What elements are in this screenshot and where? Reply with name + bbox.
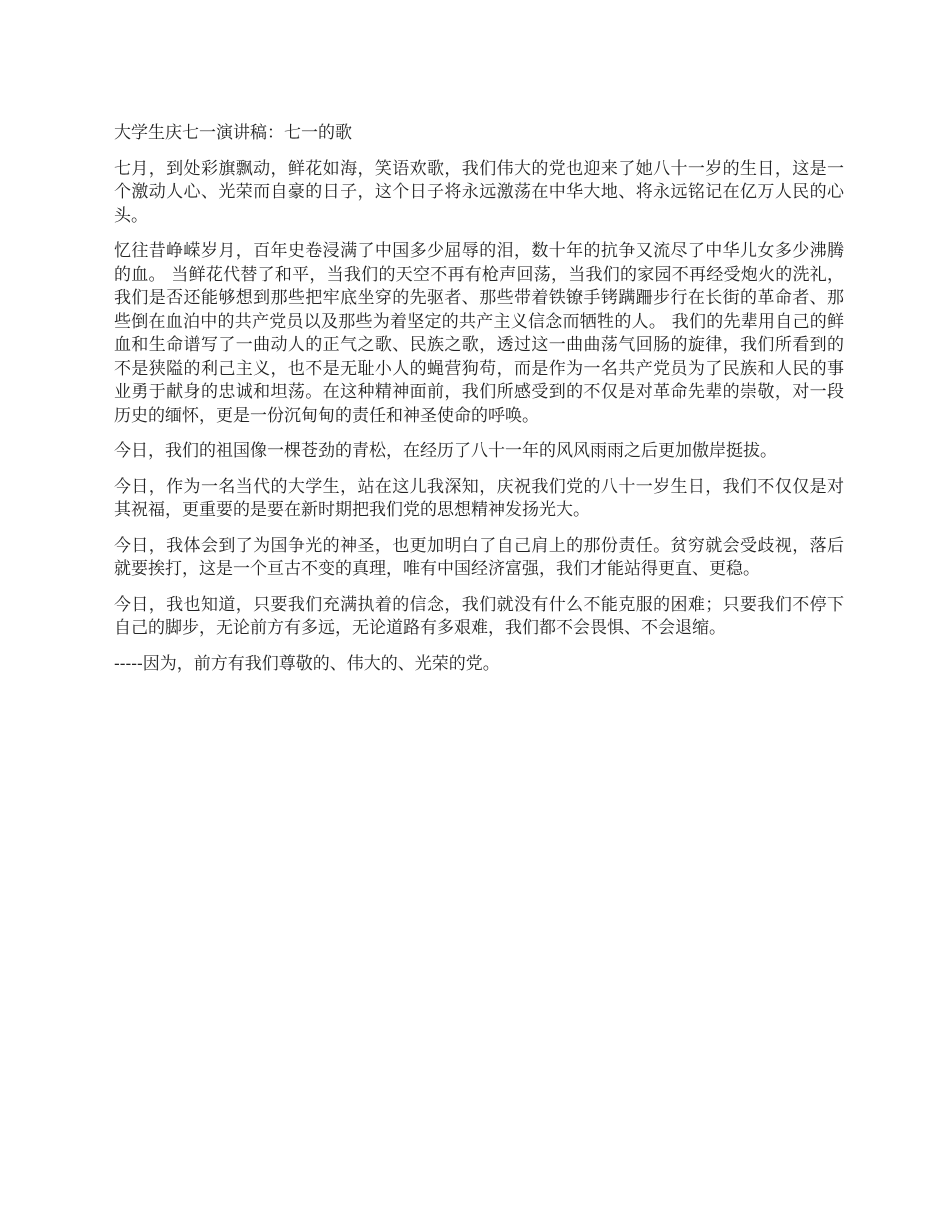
document-title: 大学生庆七一演讲稿：七一的歌 [114, 123, 352, 143]
paragraph-2: 忆往昔峥嵘岁月，百年史卷浸满了中国多少屈辱的泪，数十年的抗争又流尽了中华儿女多少沸腾的血。 当鲜花代替了和平，当我们的天空不再有枪声回荡，当我们的家园不再经受炮火的洗礼，我们是否还能够想到那些把牢底坐穿的先驱者、那些带着铁镣手铐蹒跚步行在长街的革命者、那些倒在血泊中的共产党员以及那些为着坚定的共产主义信念而牺牲的人。 我们的先辈用自己的鲜血和生命谱写了一曲动人的正气之歌、民族之歌，透过这一曲曲荡气回肠的旋律，我们所看到的不是狭隘的利己主义，也不是无耻小人的蝇营狗苟，而是作为一名共产党员为了民族和人民的事业勇于献身的忠诚和坦荡。在这种精神面前，我们所感受到的不仅是对革命先辈的崇敬，对一段历史的缅怀，更是一份沉甸甸的责任和神圣使命的呼唤。 [114, 241, 844, 426]
paragraph-5: 今日，我体会到了为国争光的神圣，也更加明白了自己肩上的那份责任。贫穷就会受歧视，落后就要挨打，这是一个亘古不变的真理，唯有中国经济富强，我们才能站得更直、更稳。 [114, 535, 844, 579]
document-page [114, 122, 844, 688]
paragraph-7: -----因为，前方有我们尊敬的、伟大的、光荣的党。 [114, 653, 500, 674]
paragraph-4: 今日，作为一名当代的大学生，站在这儿我深知，庆祝我们党的八十一岁生日，我们不仅仅是对其祝福，更重要的是要在新时期把我们党的思想精神发扬光大。 [114, 476, 844, 520]
paragraph-6: 今日，我也知道，只要我们充满执着的信念，我们就没有什么不能克服的困难；只要我们不停下自己的脚步，无论前方有多远，无论道路有多艰难，我们都不会畏惧、不会退缩。 [114, 594, 844, 638]
paragraph-3: 今日，我们的祖国像一棵苍劲的青松，在经历了八十一年的风风雨雨之后更加傲岸挺拔。 [114, 441, 777, 461]
paragraph-1: 七月，到处彩旗飘动，鲜花如海，笑语欢歌，我们伟大的党也迎来了她八十一岁的生日，这是一个激动人心、光荣而自豪的日子，这个日子将永远激荡在中华大地、将永远铭记在亿万人民的心头。 [114, 158, 844, 226]
